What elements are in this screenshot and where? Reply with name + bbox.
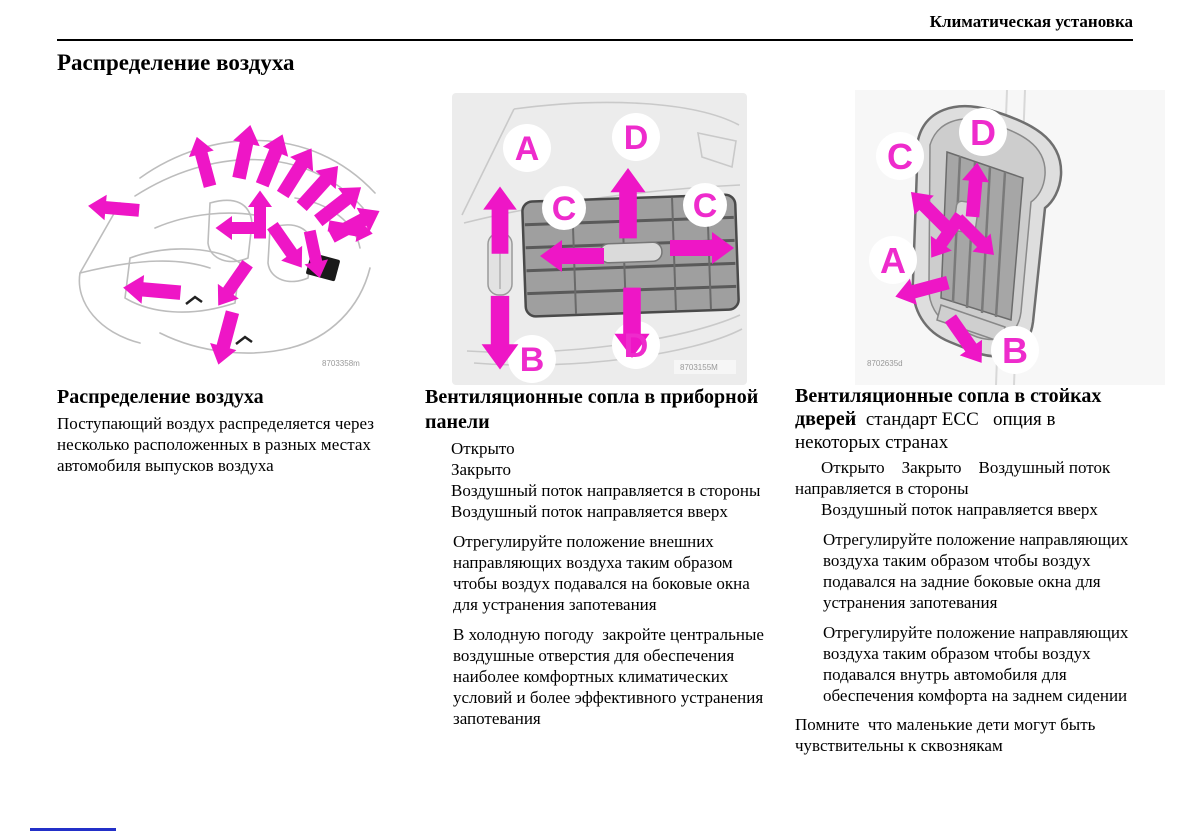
belt-hook — [236, 337, 252, 344]
column-door-pillar-vents — [795, 385, 1137, 756]
paragraph-note: Помните что маленькие дети могут быть чувствительны к сквознякам — [795, 715, 1100, 755]
footer-rule — [30, 828, 116, 831]
list-item: Воздушный поток направляется вверх — [821, 500, 1098, 519]
figure-caption: 8703155M — [680, 363, 718, 372]
paragraph: Отрегулируйте положение направляющих воздуха таким образом чтобы воздух подавался на задние боковые окна для устранения запотевания — [823, 530, 1133, 612]
label-c-right: C — [692, 187, 718, 225]
paragraph: Отрегулируйте положение внешних направляющих воздуха таким образом чтобы воздух подавался на боковые окна для устранения запотевания — [453, 532, 755, 614]
list-item: Закрыто — [451, 460, 511, 479]
label-b: B — [1002, 330, 1028, 371]
cabin-airflow-illustration — [60, 108, 400, 380]
label-d-top: D — [623, 119, 649, 157]
vent-handle — [600, 242, 663, 263]
header-rule — [57, 39, 1133, 41]
label-c: C — [887, 136, 913, 177]
figure-caption: 8702635d — [867, 359, 903, 368]
pillar-vent-illustration — [855, 90, 1165, 385]
label-d: D — [970, 112, 996, 153]
paragraph: Отрегулируйте положение направляющих воздуха таким образом чтобы воздух подавался внутрь автомобиля для обеспечения комфорта на заднем сидении — [823, 623, 1133, 705]
figure-door-pillar-vent — [855, 90, 1165, 385]
section-heading-note: стандарт ECC опция в некоторых странах — [795, 409, 1061, 453]
section-heading: Вентиляционные сопла в приборной панели — [425, 386, 759, 433]
figure-dashboard-vent — [452, 93, 747, 385]
section-heading: Распределение воздуха — [57, 386, 264, 408]
figure-caption: 8703358m — [322, 359, 360, 368]
dashboard-vent-illustration — [452, 93, 747, 385]
label-a: A — [880, 240, 906, 281]
label-a: A — [514, 130, 540, 168]
airflow-arrows — [87, 122, 386, 368]
column-dashboard-vents — [425, 385, 770, 729]
belt-hook — [186, 297, 202, 304]
list-item: Открыто Закрыто Воздушный поток направляется в стороны — [795, 458, 1115, 498]
label-b: B — [519, 341, 545, 379]
label-d-bottom: D — [623, 327, 649, 365]
page-title: Распределение воздуха — [57, 50, 295, 75]
section-heading-bold: Вентиляционные сопла в стойках дверей — [795, 385, 1107, 430]
paragraph: Поступающий воздух распределяется через несколько расположенных в разных местах автомобиля выпусков воздуха — [57, 414, 379, 475]
section-heading — [795, 385, 1137, 454]
chapter-header: Климатическая установка — [929, 12, 1133, 31]
list-item: Открыто — [451, 439, 515, 458]
paragraph: В холодную погоду закройте центральные воздушные отверстия для обеспечения наиболее комфортных климатических условий и более эффективного устранения запотевания — [453, 625, 769, 728]
list-item: Воздушный поток направляется в стороны — [451, 481, 761, 500]
list-item: Воздушный поток направляется вверх — [451, 502, 728, 521]
figure-cabin-air-distribution — [60, 108, 400, 380]
label-c-left: C — [551, 190, 577, 228]
column-air-distribution — [57, 385, 397, 476]
